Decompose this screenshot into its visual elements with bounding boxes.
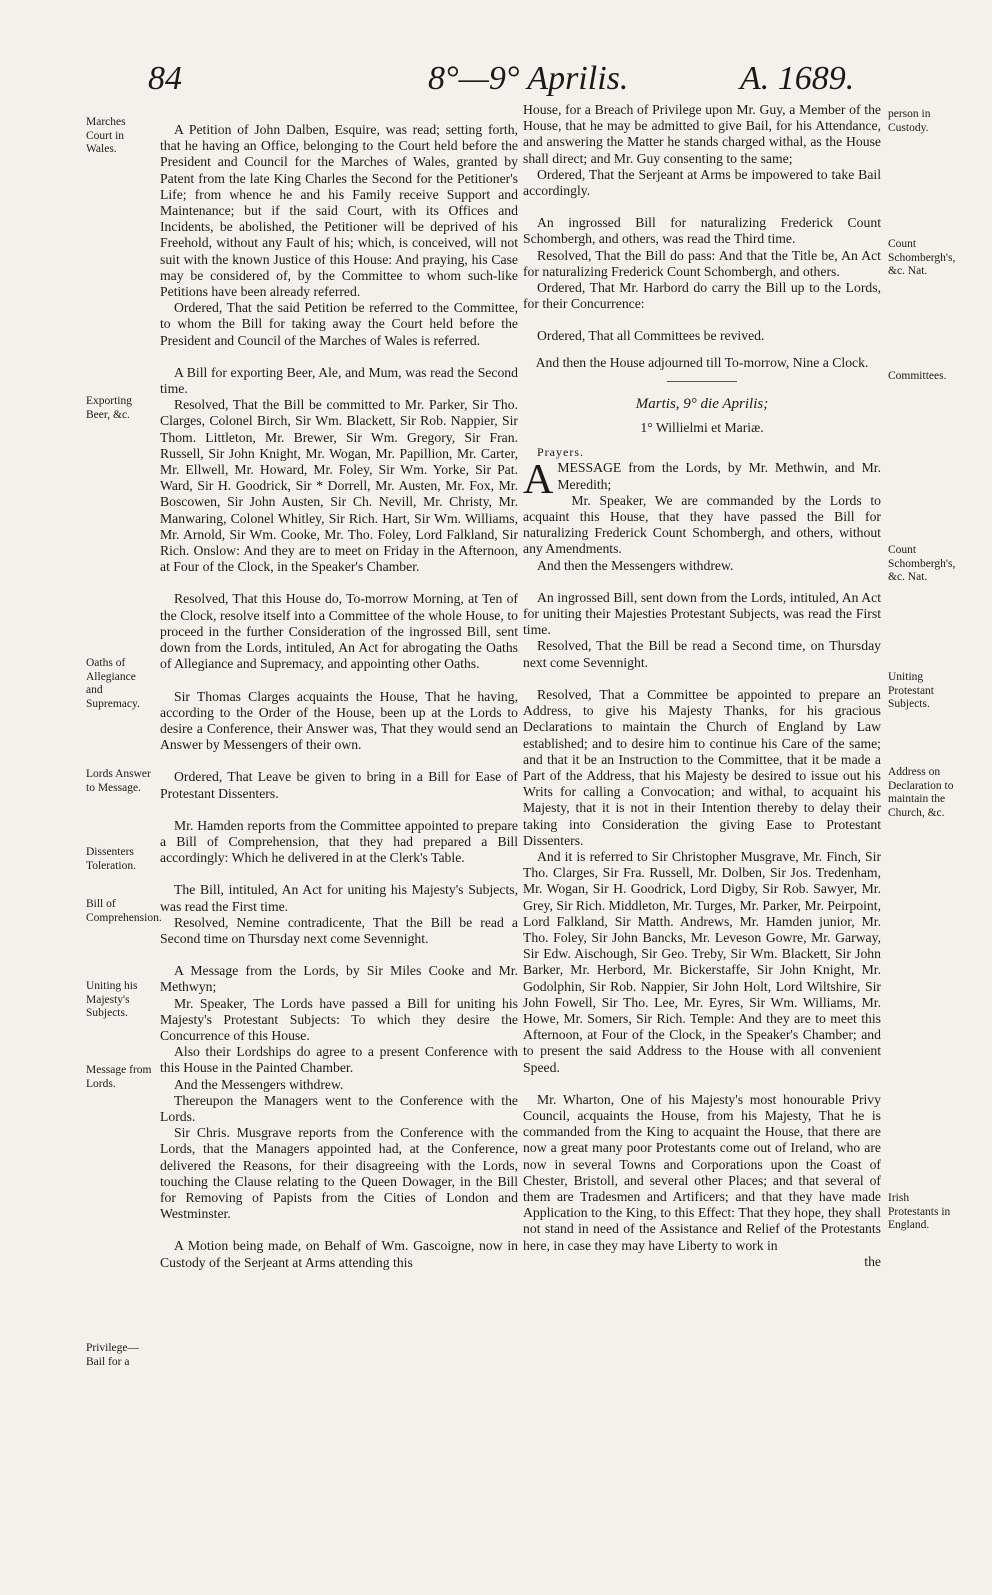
paragraph: The Bill, intituled, An Act for uniting his Majesty's Subjects, was read the First time. xyxy=(160,882,518,914)
page-number: 84 xyxy=(148,60,182,97)
paragraph: And then the Messengers withdrew. xyxy=(537,557,734,573)
paragraph: Mr. Wharton, One of his Majesty's most honourable Privy Council, acquaints the House, from his Majesty, That he is commanded from the King to acquaint the House, that there are now a great many poor Protestants come out of Ireland, who are now in several Towns and Corporations upon the Coast of Chester, Bristoll, and several other Places; and that several of them are Tradesmen and Artificers; and that they have made Application to the King, to this Effect: That they hope, they shall not stand in need of the Assistance and Relief of the Protestants here, in case they may have Liberty to work in xyxy=(523,1091,881,1253)
paragraph: Resolved, That this House do, To-morrow Morning, at Ten of the Clock, resolve itself into a Committee of the whole House, to proceed in the further Consideration of the ingrossed Bill, sent down from the Lords, intituled, An Act for abrogating the Oaths of Allegiance and Supremacy, and appointing other Oaths. xyxy=(160,591,518,672)
catchword: the xyxy=(864,1253,881,1269)
margin-note: Privilege—Bail for a xyxy=(86,1342,140,1368)
margin-note: Uniting his Majesty's Subjects. xyxy=(86,980,138,1019)
margin-note: Uniting Protestant Subjects. xyxy=(888,671,934,710)
page-year: A. 1689. xyxy=(740,60,855,97)
margin-note: Count Schombergh's, &c. Nat. xyxy=(888,544,956,583)
paragraph: Ordered, That the Serjeant at Arms be impowered to take Bail accordingly. xyxy=(523,166,881,199)
margin-note: Oaths of Allegiance and Supremacy. xyxy=(86,657,140,710)
drop-cap: A xyxy=(523,457,554,504)
margin-note: Committees. xyxy=(888,370,947,382)
paragraph: Also their Lordships do agree to a present Conference with this House in the Painted Chamber. xyxy=(160,1044,518,1076)
paragraph: Ordered, That Leave be given to bring in a Bill for Ease of Protestant Dissenters. xyxy=(160,769,518,801)
paragraph: Thereupon the Managers went to the Conference with the Lords. xyxy=(160,1092,518,1124)
margin-note: Dissenters Toleration. xyxy=(86,846,136,872)
margin-note: Count Schombergh's, &c. Nat. xyxy=(888,238,956,277)
paragraph: Resolved, That a Committee be appointed to prepare an Address, to give his Majesty Thanks, for his gracious Declarations to maintain the Church of England by Law established; and to desire him to continue his Care of the same; and that it be an Instruction to the Committee, that it be made a Part of the Address, that his Majesty be desired to issue out his Writs for calling a Convocation; and withal, to acquaint his Majesty, that it is not in their Intention thereby to delay their taking into Consideration the giving Ease to Protestant Dissenters. xyxy=(523,686,881,848)
column-right xyxy=(523,102,881,1270)
paragraph: Sir Thomas Clarges acquaints the House, That he having, according to the Order of the House, been up at the Lords to desire a Conference, their Answer was, That they would send an Answer by Messengers of their own. xyxy=(160,688,518,753)
message-paragraph xyxy=(523,457,881,504)
paragraph: Ordered, That the said Petition be referred to the Committee, to whom the Bill for taking away the Court held before the President and Council of the Marches of Wales is referred. xyxy=(160,300,518,348)
paragraph: Sir Chris. Musgrave reports from the Conference with the Lords, that the Managers appointed had, at the Conference, delivered the Reasons, for their disagreeing with the Lords, touching the Clause relating to the Queen Dowager, in the Bill for Removing of Papists from the Cities of London and Westminster. xyxy=(160,1125,518,1222)
margin-note: Exporting Beer, &c. xyxy=(86,395,132,421)
margin-note: person in Custody. xyxy=(888,108,931,134)
paragraph: Mr. Hamden reports from the Committee appointed to prepare a Bill of Comprehension, that they had prepared a Bill accordingly: Which he delivered in at the Clerk's Table. xyxy=(160,817,518,866)
message-text: MESSAGE from the Lords, by Mr. Methwin, and Mr. Meredith; xyxy=(557,460,881,492)
paragraph: Ordered, That Mr. Harbord do carry the Bill up to the Lords, for their Concurrence: xyxy=(523,280,881,312)
margin-note: Bill of Comprehension. xyxy=(86,898,162,924)
column-left xyxy=(160,122,518,1271)
paragraph: A Message from the Lords, by Sir Miles Cooke and Mr. Methwyn; xyxy=(160,963,518,995)
paragraph: Resolved, That the Bill do pass: And that the Title be, An Act for naturalizing Frederick Count Schombergh, and others. xyxy=(523,247,881,279)
paragraph: And it is referred to Sir Christopher Musgrave, Mr. Finch, Sir Tho. Clarges, Sir Fra. Russell, Mr. Dolben, Sir Jos. Tredenham, Mr. Wogan, Sir H. Goodrick, Lord Digby, Sir Rob. Sawyer, Mr. Grey, Sir Rich. Middleton, Mr. Turges, Mr. Parker, Mr. Peirpoint, Lord Falkland, Sir Matth. Andrews, Mr. Hamden junior, Mr. Tho. Foley, Sir John Bancks, Mr. Leveson Gowre, Mr. Garway, Sir Edw. Aischough, Sir Geo. Treby, Sir Wm. Blackett, Sir John Barker, Mr. Herbord, Mr. Bickerstaffe, Sir John Knight, Mr. Godolphin, Sir Rob. Nappier, Sir John Holt, Lord Wiltshire, Sir John Fowell, Sir Tho. Lee, Mr. Eyres, Sir Wm. Williams, Mr. Howe, Mr. Somers, Sir Rich. Temple: And they are to meet this Afternoon, at Four of the Clock, in the Speaker's Chamber; and to present the said Address to the House with all convenient Speed. xyxy=(523,848,881,1075)
paragraph: Mr. Speaker, We are commanded by the Lords to acquaint this House, that they have passed the Bill for naturalizing Frederick Count Schombergh, and others, without any Amendments. xyxy=(523,492,881,557)
margin-note: Address on Declaration to maintain the Church, &c. xyxy=(888,766,954,819)
margin-note: Irish Protestants in England. xyxy=(888,1192,951,1231)
day-heading: Martis, 9° die Aprilis; xyxy=(635,395,769,412)
page-date: 8°—9° Aprilis. xyxy=(428,60,629,97)
paragraph: And the Messengers withdrew. xyxy=(174,1076,344,1092)
paragraph: A Petition of John Dalben, Esquire, was read; setting forth, that he having an Office, belonging to the Court held before the President and Council for the Marches of Wales, granted by Patent from the late King Charles the Second for the Petitioner's Life; from whence he and his Family receive Support and Maintenance; but if the said Court, with its Offices and Incidents, be abolished, the Petitioner will be deprived of his Freehold, without any Fault of his; which, is conceived, will not suit with the known Justice of this House: And praying, his Case may be considered of, by the Committee to whom such-like Petitions have been already referred. xyxy=(160,122,518,300)
paragraph: A Motion being made, on Behalf of Wm. Gascoigne, now in Custody of the Serjeant at Arms attending this xyxy=(160,1238,518,1270)
adjournment: And then the House adjourned till To-morrow, Nine a Clock. xyxy=(535,354,869,370)
margin-note: Lords Answer to Message. xyxy=(86,768,151,794)
paragraph: Resolved, That the Bill be committed to Mr. Parker, Sir Tho. Clarges, Colonel Birch, Sir Wm. Blackett, Sir Rob. Nappier, Sir Thom. Littleton, Mr. Brewer, Sir Wm. Gregory, Sir Fran. Russell, Sir John Knight, Mr. Wogan, Mr. Papillion, Mr. Carter, Mr. Ellwell, Mr. Howard, Mr. Foley, Sir Wm. Yorke, Sir Pat. Ward, Sir H. Goodrick, Sir * Dorrell, Mr. Austen, Mr. Fox, Mr. Boscowen, Sir John Austen, Sir Ch. Nevill, Mr. Christy, Mr. Manwaring, Colonel Whitley, Sir Rich. Hart, Sir Wm. Williams, Mr. Arnold, Sir Wm. Cooke, Mr. Tho. Foley, Lord Falkland, Sir Rich. Onslow: And they are to meet on Friday in the Afternoon, at Four of the Clock, in the Speaker's Chamber. xyxy=(160,397,518,575)
paragraph: A Bill for exporting Beer, Ale, and Mum, was read the Second time. xyxy=(160,364,518,397)
margin-note: Message from Lords. xyxy=(86,1064,152,1090)
prayers-heading: Prayers. xyxy=(537,445,584,460)
paragraph: Mr. Speaker, The Lords have passed a Bill for uniting his Majesty's Protestant Subjects: To which they desire the Concurrence of this House. xyxy=(160,995,518,1043)
paragraph: An ingrossed Bill for naturalizing Frederick Count Schombergh, and others, was read the Third time. xyxy=(523,215,881,247)
regnal-year: 1° Willielmi et Mariæ. xyxy=(640,420,764,436)
margin-note: Marches Court in Wales. xyxy=(86,116,126,155)
paragraph: An ingrossed Bill, sent down from the Lords, intituled, An Act for uniting their Majesties Protestant Subjects, was read the First time. xyxy=(523,589,881,638)
paragraph: House, for a Breach of Privilege upon Mr. Guy, a Member of the House, that he may be admitted to give Bail, for his Attendance, and answering the Matter he stands charged withal, as the House shall direct; and Mr. Guy consenting to the same; xyxy=(523,102,881,166)
paragraph: Resolved, That the Bill be read a Second time, on Thursday next come Sevennight. xyxy=(523,638,881,670)
section-divider xyxy=(667,381,737,382)
paragraph: Ordered, That all Committees be revived. xyxy=(537,328,765,344)
paragraph: Resolved, Nemine contradicente, That the Bill be read a Second time on Thursday next come Sevennight. xyxy=(160,914,518,946)
